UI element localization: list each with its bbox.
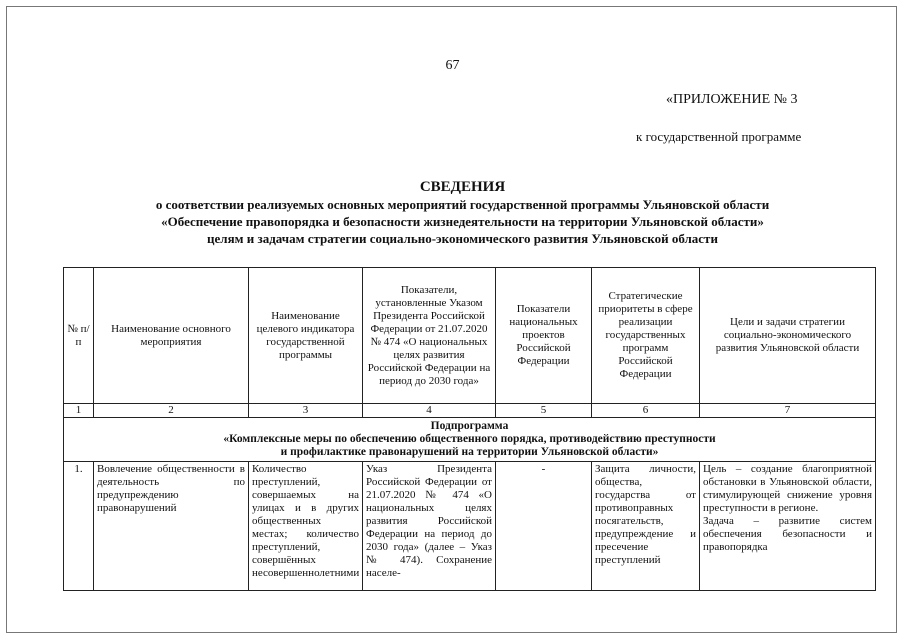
column-number: 6 xyxy=(592,404,700,418)
header-cell: № п/п xyxy=(64,268,94,404)
column-number: 2 xyxy=(94,404,249,418)
column-number: 5 xyxy=(496,404,592,418)
heading-title: СВЕДЕНИЯ xyxy=(419,179,506,195)
subprogram-row xyxy=(64,418,876,462)
column-number: 7 xyxy=(700,404,876,418)
column-number-row xyxy=(64,404,876,418)
heading-line-2: «Обеспечение правопорядка и безопасности жизнедеятельности на территории Ульяновской области» xyxy=(161,214,764,229)
document-heading xyxy=(30,178,895,247)
event-name: Вовлечение общественности в деятельность по предупреждению правонарушений xyxy=(94,462,249,591)
header-cell: Стратегические приоритеты в сфере реализации государственных программ Российской Федерации xyxy=(592,268,700,404)
decree-indicators: Указ Президента Российской Федерации от 21.07.2020 № 474 «О национальных целях развития Российской Федерации на период до 2030 года» (далее – Указ № 474). Сохранение населе- xyxy=(363,462,496,591)
column-number: 1 xyxy=(64,404,94,418)
correspondence-table xyxy=(63,267,876,591)
table-header-row xyxy=(64,268,876,404)
header-cell: Наименование основного мероприятия xyxy=(94,268,249,404)
heading-line-3: целям и задачам стратегии социально-экономического развития Ульяновской области xyxy=(207,231,718,246)
table-row xyxy=(64,462,876,591)
heading-line-1: о соответствии реализуемых основных мероприятий государственной программы Ульяновской области xyxy=(155,197,770,212)
subprogram-name-line-1: «Комплексные меры по обеспечению общественного порядка, противодействию преступности xyxy=(223,433,716,445)
appendix-title: «ПРИЛОЖЕНИЕ № 3 xyxy=(666,92,798,107)
subprogram-label: Подпрограмма xyxy=(430,420,509,432)
strategy-goal: Цель – создание благоприятной обстановки в Ульяновской области, стимулирующей снижение уровня преступности в регионе. xyxy=(703,463,872,514)
national-project-indicators: - xyxy=(496,462,592,591)
header-cell: Цели и задачи стратегии социально-экономического развития Ульяновской области xyxy=(700,268,876,404)
subprogram-cell xyxy=(64,418,876,462)
subprogram-name-line-2: и профилактике правонарушений на территории Ульяновской области» xyxy=(280,446,659,458)
appendix-subtitle: к государственной программе xyxy=(636,129,802,144)
indicator-name: Количество преступлений, совершаемых на улицах и в других общественных местах; количество преступлений, совершённых несовершеннолетними xyxy=(249,462,363,591)
strategy-task: Задача – развитие систем обеспечения безопасности и правопорядка xyxy=(703,515,872,553)
column-number: 3 xyxy=(249,404,363,418)
strategic-priorities: Защита личности, общества, государства от противоправных посягательств, предупреждение и пресечение преступлений xyxy=(592,462,700,591)
header-cell: Показатели национальных проектов Российской Федерации xyxy=(496,268,592,404)
column-number: 4 xyxy=(363,404,496,418)
row-number: 1. xyxy=(64,462,94,591)
header-cell: Наименование целевого индикатора государственной программы xyxy=(249,268,363,404)
page-number: 67 xyxy=(445,58,460,73)
header-cell: Показатели, установленные Указом Президента Российской Федерации от 21.07.2020 № 474 «О национальных целях развития Российской Федерации на период до 2030 года» xyxy=(363,268,496,404)
strategy-goals-cell xyxy=(700,462,876,591)
